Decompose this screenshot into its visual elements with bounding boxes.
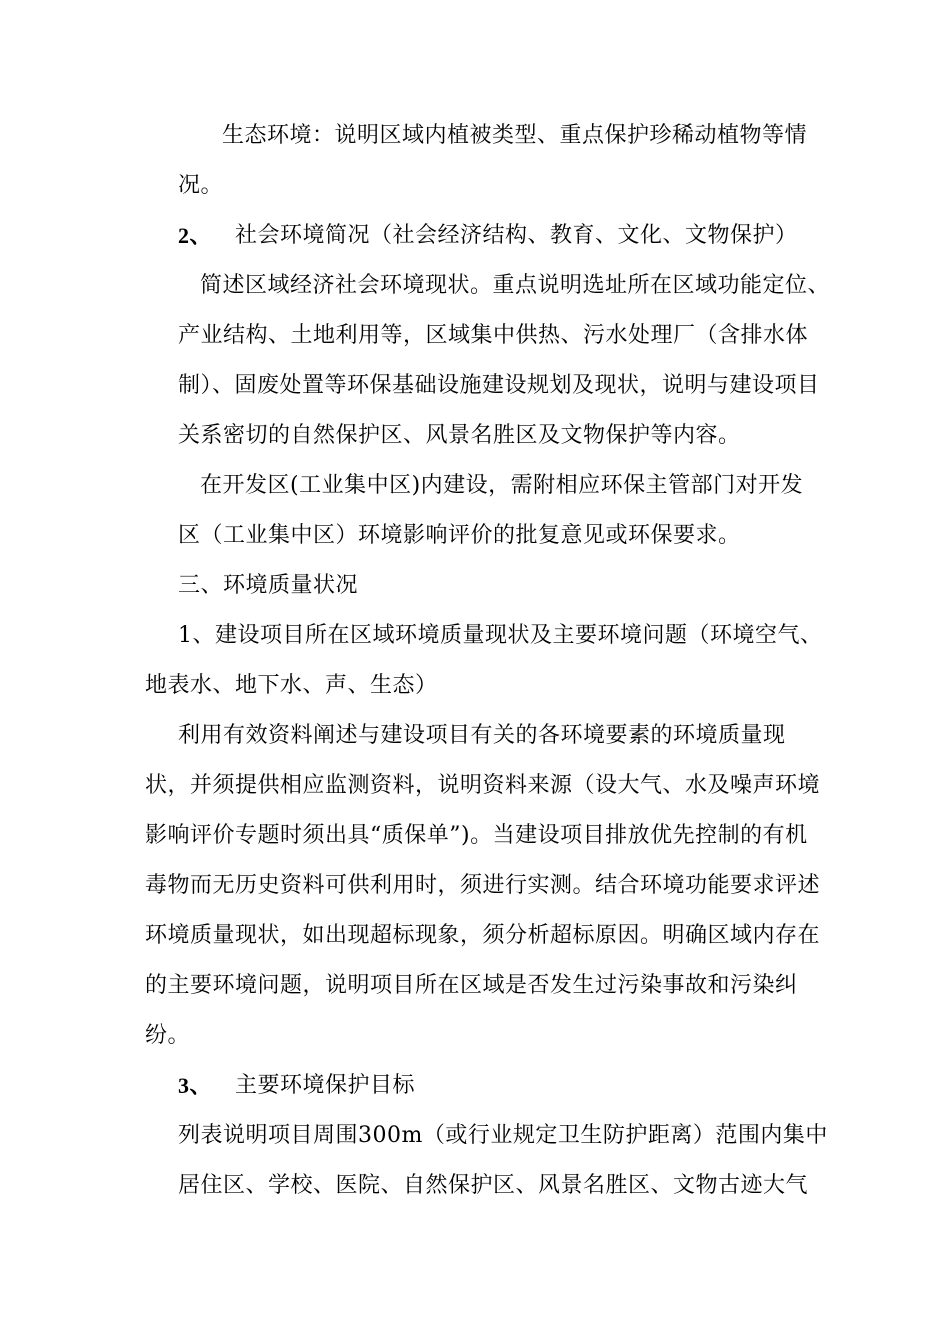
paragraph-social-line-2: 产业结构、土地利用等，区域集中供热、污水处理厂（含排水体	[178, 323, 809, 348]
section-number-2: 2、	[178, 223, 213, 248]
paragraph-quality-line-6: 的主要环境问题，说明项目所在区域是否发生过污染事故和污染纠	[145, 973, 798, 998]
paragraph-quality-line-3: 影响评价专题时须出具“质保单”)。当建设项目排放优先控制的有机	[145, 823, 808, 848]
paragraph-quality-line-2: 状，并须提供相应监测资料，说明资料来源（设大气、水及噪声环境	[145, 773, 821, 798]
paragraph-social-line-4: 关系密切的自然保护区、风景名胜区及文物保护等内容。	[178, 423, 741, 448]
paragraph-quality-line-7: 纷。	[145, 1023, 191, 1048]
subsection-heading-1-line-1: 1、建设项目所在区域环境质量现状及主要环境问题（环境空气、	[178, 623, 823, 648]
subsection-heading-1-line-2: 地表水、地下水、声、生态）	[145, 673, 438, 698]
paragraph-social-line-3: 制）、固废处置等环保基础设施建设规划及现状，说明与建设项目	[178, 373, 820, 398]
section-heading-social-environment: 社会环境简况（社会经济结构、教育、文化、文物保护）	[235, 223, 798, 248]
paragraph-quality-line-1: 利用有效资料阐述与建设项目有关的各环境要素的环境质量现	[178, 723, 786, 748]
chapter-heading-environment-quality: 三、环境质量状况	[178, 573, 359, 598]
paragraph-quality-line-5: 环境质量现状，如出现超标现象，须分析超标原因。明确区域内存在	[145, 923, 821, 948]
paragraph-social-line-1: 简述区域经济社会环境现状。重点说明选址所在区域功能定位、	[200, 273, 831, 298]
paragraph-dev-zone-line-2: 区（工业集中区）环境影响评价的批复意见或环保要求。	[178, 523, 741, 548]
paragraph-dev-zone-line-1: 在开发区(工业集中区)内建设，需附相应环保主管部门对开发	[200, 473, 804, 498]
paragraph-targets-line-2: 居住区、学校、医院、自然保护区、风景名胜区、文物古迹大气	[178, 1173, 809, 1198]
section-number-3: 3、	[178, 1073, 213, 1098]
paragraph-quality-line-4: 毒物而无历史资料可供利用时，须进行实测。结合环境功能要求评述	[145, 873, 821, 898]
section-heading-protection-targets: 主要环境保护目标	[235, 1073, 416, 1098]
paragraph-ecology-line-1: 生态环境：说明区域内植被类型、重点保护珍稀动植物等情	[222, 123, 808, 148]
paragraph-ecology-line-2: 况。	[178, 173, 224, 198]
paragraph-targets-line-1: 列表说明项目周围300m（或行业规定卫生防护距离）范围内集中	[178, 1123, 828, 1148]
